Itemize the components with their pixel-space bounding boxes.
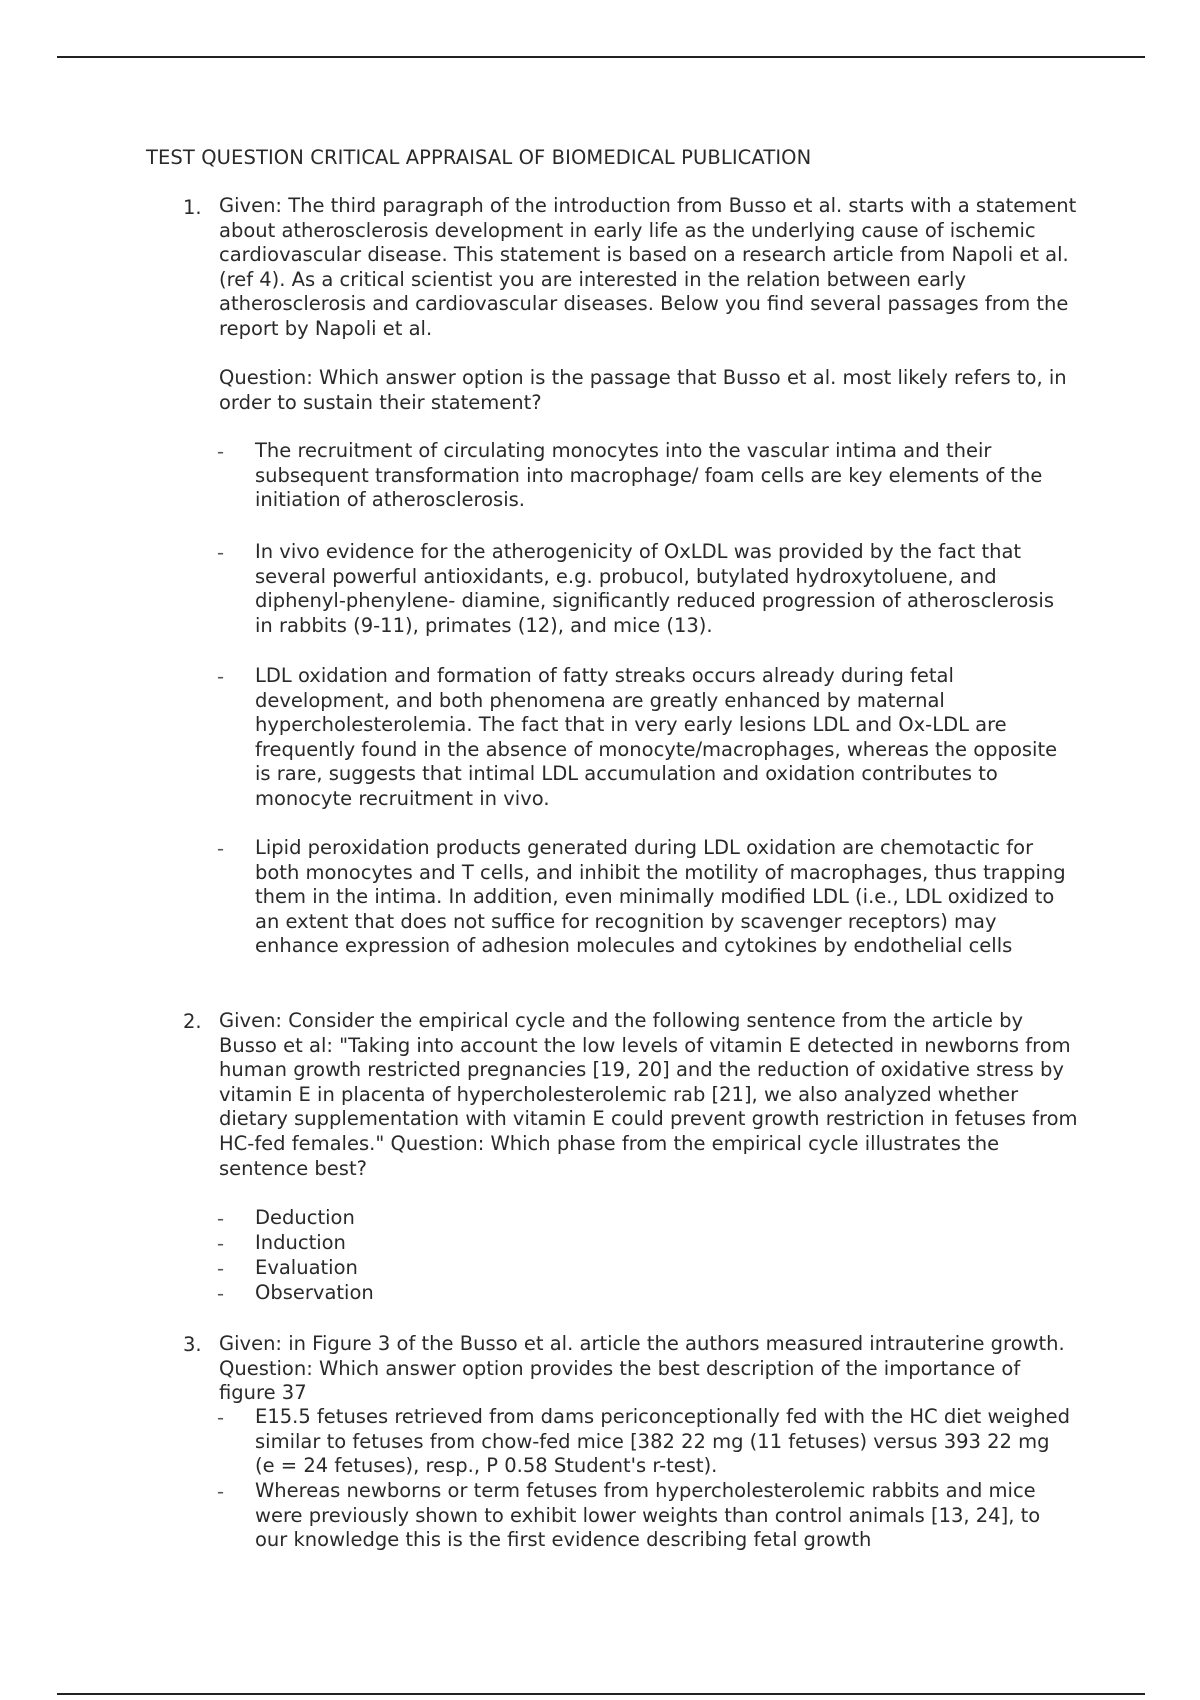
- question-2-option-b: Induction: [255, 1231, 346, 1254]
- question-1-option-c: LDL oxidation and formation of fatty streaks occurs already during fetal development, and both phenomena are greatly enhanced by maternal hypercholesterolemia. The fact that in very early lesions LDL and Ox-LDL are frequently found in the absence of monocyte/macrophages, whereas the opposite is rare, suggests that intimal LDL accumulation and oxidation contributes to monocyte recruitment in vivo.: [255, 664, 1058, 810]
- question-2-number: 2.: [183, 1010, 202, 1033]
- question-1-option-a: The recruitment of circulating monocytes into the vascular intima and their subsequent transformation into macrophage/ foam cells are key elements of the initiation of atherosclerosis.: [255, 439, 1043, 512]
- bullet-dash: -: [217, 440, 225, 463]
- question-2-given: Given: Consider the empirical cycle and the following sentence from the article by Busso et al: "Taking into account the low levels of vitamin E detected in newborns from human growth restricted pregnancies [19, 20] and the reduction of oxidative stress by vitamin E in placenta of hypercholesterolemic rab [21], we also analyzed whether dietary supplementation with vitamin E could prevent growth restriction in fetuses from HC-fed females." Question: Which phase from the empirical cycle illustrates the sentence best?: [219, 1009, 1078, 1180]
- question-1-option-b: In vivo evidence for the atherogenicity of OxLDL was provided by the fact that several powerful antioxidants, e.g. probucol, butylated hydroxytoluene, and diphenyl-phenylene- diamine, significantly reduced progression of atherosclerosis in rabbits (9-11), primates (12), and mice (13).: [255, 540, 1054, 637]
- document-title: TEST QUESTION CRITICAL APPRAISAL OF BIOMEDICAL PUBLICATION: [146, 146, 812, 169]
- question-1-option-d: Lipid peroxidation products generated during LDL oxidation are chemotactic for both monocytes and T cells, and inhibit the motility of macrophages, thus trapping them in the intima. In addition, even minimally modified LDL (i.e., LDL oxidized to an extent that does not suffice for recognition by scavenger receptors) may enhance expression of adhesion molecules and cytokines by endothelial cells: [255, 836, 1066, 958]
- question-3-number: 3.: [183, 1333, 202, 1356]
- bullet-dash: -: [217, 1406, 225, 1429]
- bullet-dash: -: [217, 665, 225, 688]
- top-rule: [57, 56, 1145, 58]
- bullet-dash: -: [217, 1232, 225, 1255]
- bullet-dash: -: [217, 1480, 225, 1503]
- question-1-given: Given: The third paragraph of the introduction from Busso et al. starts with a statement about atherosclerosis development in early life as the underlying cause of ischemic cardiovascular disease. This statement is based on a research article from Napoli et al. (ref 4). As a critical scientist you are interested in the relation between early atherosclerosis and cardiovascular diseases. Below you find several passages from the report by Napoli et al.: [219, 194, 1077, 340]
- bullet-dash: -: [217, 1257, 225, 1280]
- bullet-dash: -: [217, 541, 225, 564]
- question-1-question: Question: Which answer option is the passage that Busso et al. most likely refers to, in order to sustain their statement?: [219, 366, 1067, 414]
- bullet-dash: -: [217, 1282, 225, 1305]
- bottom-rule: [57, 1693, 1145, 1695]
- question-3-option-a: E15.5 fetuses retrieved from dams periconceptionally fed with the HC diet weighed similar to fetuses from chow-fed mice [382 22 mg (11 fetuses) versus 393 22 mg (e = 24 fetuses), resp., P 0.58 Student's r-test).: [255, 1405, 1070, 1478]
- question-1-number: 1.: [183, 196, 202, 219]
- question-3-option-b: Whereas newborns or term fetuses from hypercholesterolemic rabbits and mice were previously shown to exhibit lower weights than control animals [13, 24], to our knowledge this is the first evidence describing fetal growth: [255, 1479, 1041, 1552]
- bullet-dash: -: [217, 837, 225, 860]
- question-2-option-d: Observation: [255, 1281, 374, 1304]
- question-2-option-c: Evaluation: [255, 1256, 358, 1279]
- question-2-option-a: Deduction: [255, 1206, 355, 1229]
- bullet-dash: -: [217, 1207, 225, 1230]
- question-3-given: Given: in Figure 3 of the Busso et al. article the authors measured intrauterine growth. Question: Which answer option provides the best description of the importance of figure 37: [219, 1332, 1065, 1405]
